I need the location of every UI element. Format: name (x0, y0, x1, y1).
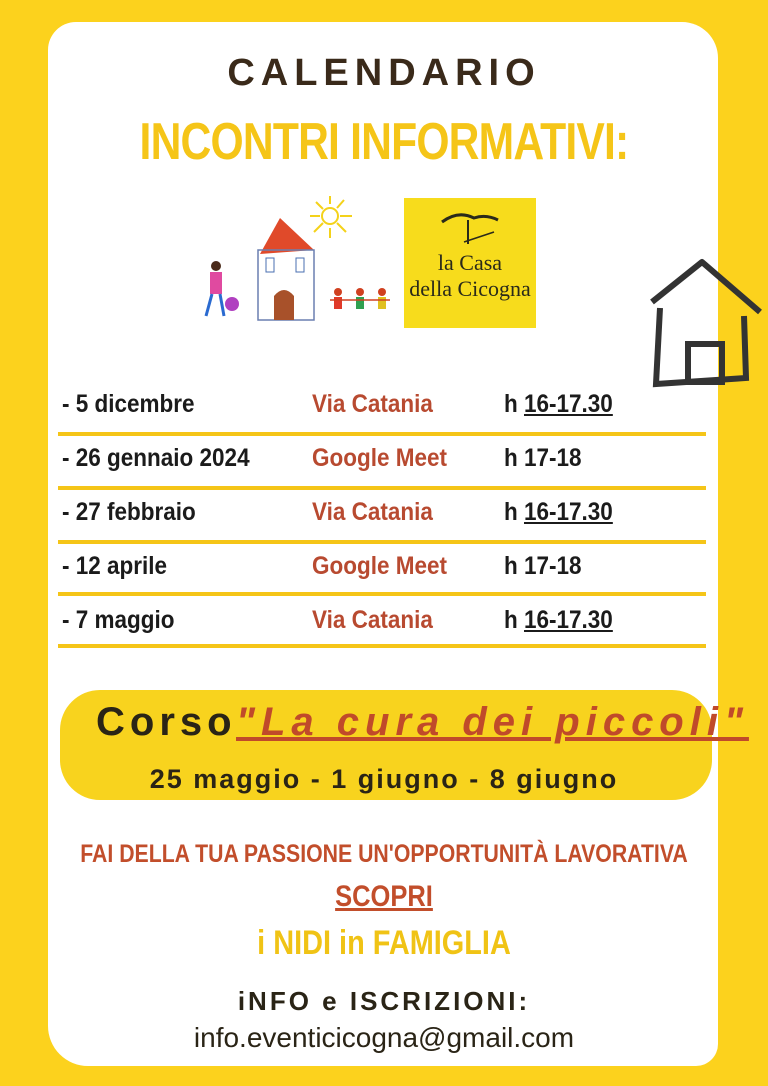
course-dates: 25 maggio - 1 giugno - 8 giugno (149, 764, 619, 794)
row-place: Google Meet (312, 444, 448, 472)
row-time-prefix: h (504, 606, 524, 634)
info-label: iNFO e ISCRIZIONI: (237, 986, 531, 1016)
row-time-prefix: h (504, 498, 524, 526)
row-time (504, 498, 613, 527)
row-date: - 26 gennaio 2024 (62, 444, 250, 472)
row-time (504, 390, 613, 419)
meetings-title: INCONTRI INFORMATIVI: (139, 113, 629, 171)
contact-email[interactable]: info.eventicicogna@gmail.com (193, 1022, 575, 1053)
row-time (504, 444, 582, 473)
row-time-value: 16-17.30 (523, 606, 613, 634)
row-time-prefix: h (504, 390, 524, 418)
row-time-value: 17-18 (523, 552, 582, 580)
row-divider (58, 486, 706, 490)
row-time (504, 552, 582, 581)
row-time-value: 16-17.30 (523, 390, 613, 418)
logo-line-1: la Casa (437, 250, 503, 275)
logo-line-2: della Cicogna (409, 276, 531, 301)
row-divider (58, 540, 706, 544)
calendar-title: CALENDARIO (227, 52, 541, 94)
row-date: - 27 febbraio (62, 498, 196, 526)
promo-headline: FAI DELLA TUA PASSIONE UN'OPPORTUNITÀ LAVORATIVA (80, 840, 688, 868)
row-time-value: 16-17.30 (523, 498, 613, 526)
casa-cicogna-logo (404, 198, 536, 328)
course-title: "La cura dei piccoli" (236, 700, 749, 744)
row-place: Via Catania (312, 390, 433, 418)
scopri-link[interactable]: SCOPRI (335, 880, 433, 913)
row-divider (58, 592, 706, 596)
row-time-prefix: h (504, 552, 524, 580)
row-date: - 7 maggio (62, 606, 175, 634)
tree-icon (438, 208, 502, 248)
nidi-title: i NIDI in FAMIGLIA (257, 924, 511, 962)
row-place: Google Meet (312, 552, 448, 580)
row-time (504, 606, 613, 635)
row-date: - 5 dicembre (62, 390, 195, 418)
children-house-drawing (196, 192, 396, 332)
course-label: Corso (96, 700, 237, 744)
row-divider (58, 432, 706, 436)
row-place: Via Catania (312, 498, 433, 526)
row-place: Via Catania (312, 606, 433, 634)
house-icon (646, 256, 766, 390)
row-time-prefix: h (504, 444, 524, 472)
row-date: - 12 aprile (62, 552, 168, 580)
row-time-value: 17-18 (523, 444, 582, 472)
sun-icon (310, 196, 352, 238)
row-divider (58, 644, 706, 648)
